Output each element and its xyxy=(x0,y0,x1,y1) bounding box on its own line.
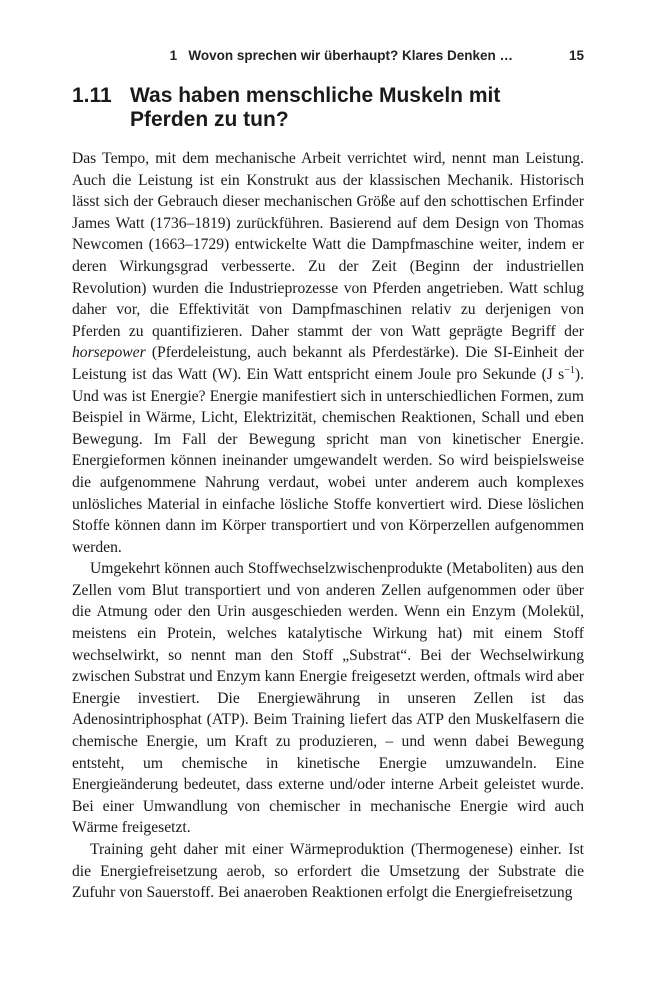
paragraph-1-text-a: Das Tempo, mit dem mechanische Arbeit verrichtet wird, nennt man Leistung. Auch die Leistung ist ein Konstrukt aus der klassischen Mechanik. Historisch lässt sich der Gebrauch dieser mechanischen Größe auf den schottischen Erfinder James Watt (1736–1819) zurückführen. Basierend auf dem Design von Thomas Newcomen (1663–1729) entwickelte Watt die Dampfmaschine weiter, indem er deren Wirkungsgrad verbesserte. Zu der Zeit (Beginn der industriellen Revolution) wurden die Industrieprozesse von Pferden angetrieben. Watt schlug daher vor, die Effektivität von Dampfmaschinen relativ zu derjenigen von Pferden zu quantifizieren. Daher stammt der von Watt geprägte Begriff der xyxy=(72,150,584,340)
paragraph-1-text-c: ). Und was ist Energie? Energie manifestiert sich in unterschiedlichen Formen, zum Beispiel in Wärme, Licht, Elektrizität, chemischen Reaktionen, Schall und eben Bewegung. Im Fall der Bewegung spricht man von kinetischer Energie. Energieformen können ineinander umgewandelt werden. So wird beispielsweise die aufgenommene Nahrung verdaut, wobei unter anderem auch komplexes unlösliches Material in einfache lösliche Stoffe konvertiert wird. Diese löslichen Stoffe können dann im Körper transportiert und von Körperzellen aufgenommen werden. xyxy=(72,365,584,556)
paragraph-2: Umgekehrt können auch Stoffwechselzwischenprodukte (Metaboliten) aus den Zellen vom Blut transportiert und von anderen Zellen aufgenommen oder über die Atmung oder den Urin ausgeschieden werden. Wenn ein Enzym (Molekül, meistens ein Protein, welches katalytische Wirkung hat) mit einem Stoff wechselwirkt, so nennt man den Stoff „Substrat“. Bei der Wechselwirkung zwischen Substrat und Enzym kann Energie freigesetzt werden, oftmals wird aber Energie investiert. Die Energiewährung in unseren Zellen ist das Adenosintriphosphat (ATP). Beim Training liefert das ATP den Muskelfasern die chemische Energie, um Kraft zu produzieren, – und wenn dabei Bewegung entsteht, um chemische in kinetische Energie umzuwandeln. Eine Energieänderung bedeutet, dass externe und/oder interne Arbeit geleistet wurde. Bei einer Umwandlung von chemischer in mechanische Energie wird auch Wärme freigesetzt. xyxy=(72,560,584,837)
page-number: 15 xyxy=(568,48,584,63)
unit-exponent: −1 xyxy=(564,364,575,376)
section-title: Was haben menschliche Muskeln mit Pferden zu tun? xyxy=(130,84,501,131)
running-head-chapter xyxy=(170,48,513,63)
chapter-title: Wovon sprechen wir überhaupt? Klares Denken … xyxy=(188,48,513,63)
paragraph-1-text-b: (Pferdeleistung, auch bekannt als Pferdestärke). Die SI-Einheit der Leistung ist das Watt (W). Ein Watt entspricht einem Joule pro Sekunde (J s xyxy=(72,344,584,383)
paragraph-3: Training geht daher mit einer Wärmeproduktion (Thermogenese) einher. Ist die Energiefreisetzung aerob, so erfordert die Umsetzung der Substrate die Zufuhr von Sauerstoff. Bei anaeroben Reaktionen erfolgt die Energiefreisetzung xyxy=(72,841,584,902)
paragraph-1 xyxy=(72,148,584,558)
chapter-number: 1 xyxy=(169,48,178,63)
running-head xyxy=(72,48,584,66)
body-text xyxy=(72,148,584,904)
section-heading xyxy=(72,84,584,132)
section-number: 1.11 xyxy=(72,84,112,107)
horsepower-term: horsepower xyxy=(72,344,146,362)
